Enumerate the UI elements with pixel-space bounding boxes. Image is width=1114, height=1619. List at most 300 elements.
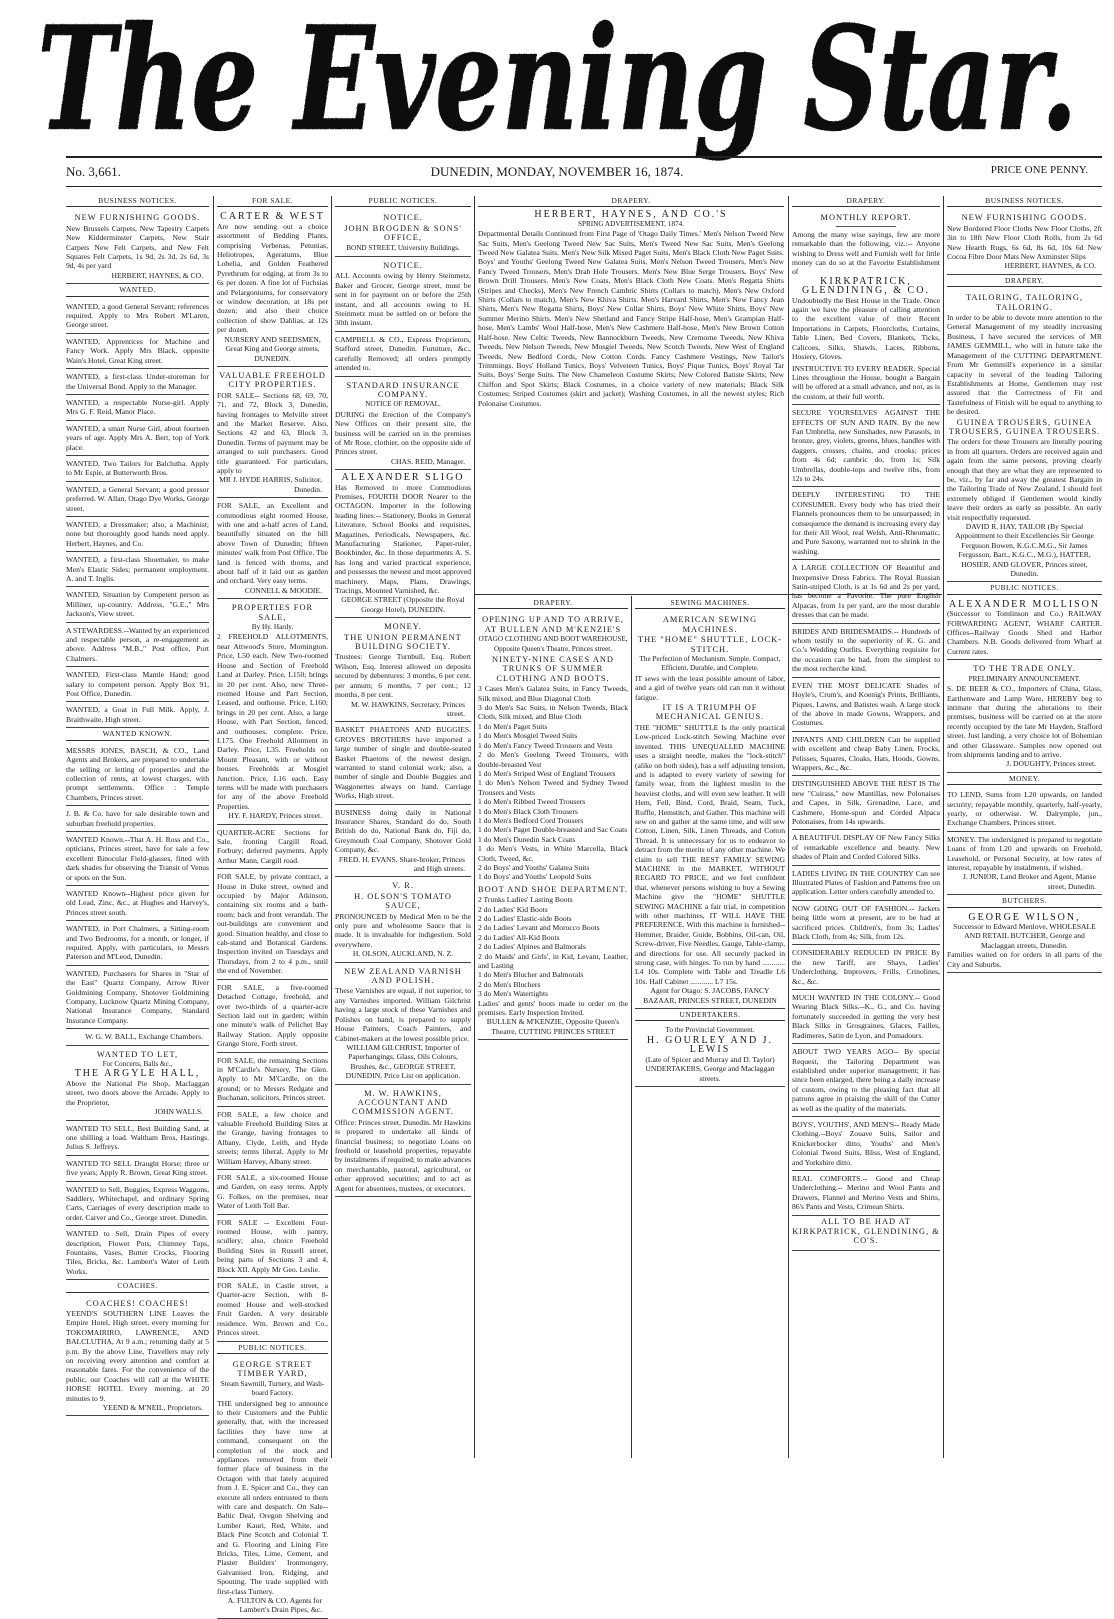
advert-body: BRIDES AND BRIDESMAIDS.-- Hundreds of whom testify to the superiority of K. G. and Co.'s Wedding Outfits. Everything requisite for the occasion can be had, from the simplest to the most recherche kind.: [792, 626, 940, 674]
advert: [66, 668, 209, 702]
wanted-known-list: [66, 744, 209, 1030]
advert-body: THE "HOME" SHUTTLE Is the only practical Low-priced Lock-stitch Sewing Machine ever invented. THIS UNEQUALLED MACHINE uses a straight needle, makes the "lock-stitch" (alike on both sides), has a self adjusting tension, and is adapted to every variety of sewing for family wear, from the lightest muslin to the heaviest cloths, and will even sew leather. It will Hem, Fell, Bind, Cord, Braid, Seam, Tuck, Ruffle, Hemstitch, and Gather. This machine will sew on and gather at the same time, and will sew Cotton, Linen, Silk, Linen Threads, and Cotton Thread. It is unnecessary for us to endeavor to detract from the merits of any other machine. We claim to sell THE BEST FAMILY SEWING MACHINE in the MARKET, WITHOUT REGARD TO PRICE, and we feel confident that, whenever persons wishing to buy a Sewing Machine give the "HOME" SHUTTLE SEWING MACHINE a fair trial, in competition with other machines, IT WILL HAVE THE PREFERENCE. With this machine is furnished--Hemmer, Braider, Guide, Bobbins, Oil-can, Oil, Screw-driver, Five Needles, Gauge, Table-clamp, and directions for use. All securely packed in strong case, with hinges. To run by hand ............ L4 10s. Complete with Table and Treadle L6 10s. Half Cabinet ............ L7 15s.: [635, 722, 785, 986]
advert-body: 1 do Men's Ribbed Tweed Trousers: [478, 797, 586, 807]
list-item: [478, 933, 628, 942]
advert-body: WANTED, First-class Mantle Hand; good salary to competent person. Apply Box 91, Post Office, Dunedin.: [66, 670, 209, 699]
advert-title: TO THE TRADE ONLY.: [973, 664, 1076, 674]
advert: [66, 335, 209, 369]
advert: [335, 723, 471, 804]
advert-title: NOTICE.: [383, 261, 423, 271]
advert-subtitle: OTAGO CLOTHING AND BOOT WAREHOUSE, Opposite Queen's Theatre, Princes street.: [478, 635, 628, 653]
advert-signature: JOHN WALLS.: [154, 1107, 203, 1117]
advert: [66, 744, 209, 806]
advert-body: 2 FREEHOLD ALLOTMENTS, near Attwood's Store, Mornington. Price, L50 each. New Two-roomed House and Section of Freehold Land at Darley. Price, L150; brings in 20 per cent. Also, new Three-roomed House and Part Section, Leased, and outhouse. Price, L160; brings in 20 per cent. Also, a large House, with Part Section, fenced, and outhouses, complete. Price, L175. One Freehold Allotment in Darley. Price, L35. Freeholds on Mount Pleasant, with or without houses. Freeholds at Mosgiel Junction. Price, L16 each. Easy terms will be made with purchasers for any of the above Freehold Properties.: [217, 632, 328, 811]
advert-body: The orders for these Trousers are literally pouring in from all quarters. Orders are received again and again from the same persons, proving clearly enough that they are what they are represented to be, viz., by far and away the greatest Bargain in the Tailoring Trade of New Zealand. I should feel extremely obliged if Gentlemen would kindly leave their orders as early as possible. An early visit respectfully requested.: [947, 437, 1102, 522]
advert: [947, 210, 1102, 274]
list-item: [478, 722, 628, 731]
advert-subtitle: BOND STREET, University Buildings.: [346, 243, 460, 252]
advert: [66, 922, 209, 966]
list-item: [478, 923, 628, 932]
advert-body: 1 do Men's Nelson Tweed and Sydney Tweed Trousers and Vests: [478, 778, 628, 797]
advert: [66, 833, 209, 886]
date-line: DUNEDIN, MONDAY, NOVEMBER 16, 1874.: [430, 164, 684, 179]
advert-body: 1 do Men's Striped West of England Trousers: [478, 768, 616, 778]
advert-body: Above the National Pie Shop, Maclaggan street, two doors above the Arcade. Apply to the Proprietor,: [66, 1078, 209, 1107]
advert-title: THE UNION PERMANENT BUILDING SOCIETY.: [344, 632, 462, 652]
advert-body: ALL Accounts owing by Henry Steinmetz, Baker and Grocer, George street, must be sent in for payment on or before the 25th instant, and all accounts owing to H. Steinmetz must be settled on or before the 30th instant.: [335, 271, 471, 328]
advert-body: WANTED to Sell, Drain Pipes of every description, Flower Pots, Chimney Tops, Fountains, Vases, Butter Crocks, Flooring Tiles, Bricks, &c. Lambert's Water of Leith Works.: [66, 1229, 209, 1276]
advert-title: TAILORING, TAILORING, TAILORING.: [966, 293, 1083, 312]
advert-body: IT sews with the least possible amount of labor, and a girl of twelve years old can run it without fatigue.: [635, 673, 785, 702]
advert-title: AMERICAN SEWING MACHINES.: [662, 615, 758, 634]
advert-title: NOTICE.: [383, 213, 423, 223]
advert-subtitle: For Concerts, Balls &c.,: [102, 1060, 173, 1069]
advert-body: Are now sending out a choice assortment of Bedding Plants, comprising Verbenas, Petunias, Heliotropes, Ageratums, Blue Lobelia, and Golden Feathered Pyrethrum for edging, at from 3s to 6s per dozen. A fine lot of Fuchsias and Pelargoniums, for conservatory or window decoration, at 18s per dozen; and also their choice collection of show Dahlias, at 12s per dozen.: [217, 221, 328, 335]
advert-body: THE undersigned beg to announce to their Customers and the Public generally, that, with the increased facilities they have now at command, consequent on the completion of the stock and appliances removed from their former place of business in the Octagon with that lately acquired from J. E. Spicer and Co., they can execute all orders entrusted to them with care and despatch. On Sale-- Baltic Deal, Oregon Shelving and Lumber Kauri, Red, White, and Black Pine Scotch and Colonial T. and G. Flooring and Lining Fire Bricks, Tiles, Lime, Cement, and Plaster Builders' Ironmongery, Galvanised Iron, Ridging, and Spouting. The trade supplied with first-class Turnery.: [217, 1398, 328, 1596]
advert-body: Departmental Details Continued from First Page of 'Otago Daily Times.' Men's Nelson Tweed New Sac Suits, Men's Geelong Tweed New Sac Suits, Men's Tweed New Sac Suits, Men's Geelong Tweed New Galatea Suits. Men's New Silk Mixed Paget Suits, Men's Black Cloth New Paget Suits. Boys' and Youths' Geelong Tweed New Galatea Suits, Men's Nelson Tweed Trousers, Men's New Fancy Tweed Trousers, Men's Drab Hole Trousers. Men's New Blue Serge Trousers. Boys' New Brown Drill Trousers. Men's New Coats, Men's Black Cloth New Coats. Men's Regatta Shirts (Stripes and Checks), Men's New French Cambric Shirts (Collars to match), Men's New Oxford Shirts (Collars to match), Men's New Khiva Shirts. Men's Harvard Shirts, Men's New Fancy Jean Shirts, Men's New Regatta Shirts, Boys' New Collar Shirts, Boys' New White Shirts, Boys' New Summer Merino Shirts. Men's New Shetland and Fancy Stripe Half-hose, Men's Grampian Half-hose, Men's Lambs' Wool Half-hose, Men's New Cashmere Half-hose, Men's New Brown Cotton Half-hose. New Celtic Tweeds, New Bannockburn Tweeds, New Cremorne Tweeds, New Khiva Tweeds, New Nelson Tweeds, New Mosgiel Tweeds, New Scotch Tweeds, New West of England Tweeds, New Bedford Cords, New Cotton Cords. Fancy Cashmere Vestings, New Tailor's Trimmings. Boys' Holland Tunics, Boys' Velveteen Tunics, Boys' Pique Tunics, Boys' Royal Tar Suits, Boys' Serge Suits. The New Chameleon Costume Skirts; New Colored Batiste Skirts; New Chiffon and Spot Skirts; Black Costumes, in a choice variety of new materials; Black Silk Costumes; Striped Costumes (skirt and jacket); Washing Costumes, in all the newest styles; Rich Polonaise Costumes.: [478, 229, 784, 408]
advert-body: WANTED, Apprentices for Machine and Fancy Work. Apply Mrs Black, opposite Wain's Hotel, Great King street.: [66, 336, 209, 365]
advert-body: WANTED, a good General Servant; references required. Apply to Mrs Robert M'Laren, George street.: [66, 301, 209, 330]
advert-body: WANTED to Sell, Buggies, Express Waggons, Saddlery, Whitechapel, and ordinary Spring Carts, Carriages of every description made to order. Carver and Co., George street. Dunedin.: [66, 1184, 209, 1222]
advert: [66, 1183, 209, 1227]
advert-title: NEW ZEALAND VARNISH AND POLISH.: [344, 966, 462, 986]
advert-title: OPENING UP AND TO ARRIVE, AT BULLEN AND M'KENZIE'S: [482, 615, 624, 634]
list-item: [478, 895, 628, 904]
advert-body: WANTED Known.--That A. H. Ross and Co., opticians, Princes street, have for sale a few excellent Binocular Field-glasses, fitted with dark shades for observing the Transit of Venus or spots on the Sun.: [66, 834, 209, 882]
advert: [335, 1086, 471, 1197]
advert-body: 3 do Men's Sac Suits, in Nelson Tweeds, Black Cloth, Silk mixed, and Blue Cloth: [478, 703, 628, 722]
advert: [792, 561, 940, 623]
advert-body: WANTED, a respectable Nurse-girl. Apply Mrs G. F. Reid, Manor Place.: [66, 397, 209, 417]
advert-body: 2 do Ladies' Levant and Morocco Boots: [478, 923, 600, 933]
section-heading: DRAPERY.: [478, 196, 784, 207]
advert-body: BOYS', YOUTHS', AND MEN'S-- Ready Made Clothing.--Boys' Zouave Suits, Sailor and Knickerbocker ditto, Youths' and Men's Colonial Tweed Suits, Bliss, West of England, and Yorkshire ditto.: [792, 1119, 940, 1167]
advert-body: 2 do Ladies' Kid Boots: [478, 904, 548, 914]
for-sale-list: [217, 826, 328, 1342]
advert: [66, 1030, 209, 1045]
advert-subtitle: By Hy. Hardy.: [251, 623, 294, 632]
advert-title: NINETY-NINE CASES AND TRUNKS OF SUMMER CLOTHING AND BOOTS.: [492, 655, 614, 683]
advert: [335, 964, 471, 1085]
advert: [66, 1227, 209, 1280]
advert-body: EVEN THE MOST DELICATE Shades of Hoyle's, Crum's, and Koenig's Prints, Brilliants, Piques, Lawns, and Batistes wash. A large stock of the above in made Gowns, Wrappers, and Costumes.: [792, 680, 940, 728]
advert-body: WANTED, a first-class Shoemaker, to make Men's Elastic Sides; permanent employment. A. and T. Inglis.: [66, 555, 209, 583]
advert: [217, 499, 328, 599]
advert-title: VALUABLE FREEHOLD CITY PROPERTIES.: [219, 370, 326, 390]
advert-body: DURING the Erection of the Company's New Offices on their present site, the business will be carried on in the premises of Mr Rose, clothier, on the opposite side of Princes street.: [335, 409, 471, 457]
section-heading: DRAPERY.: [947, 276, 1102, 287]
advert-body: WANTED, a Goat in Full Milk. Apply, J. Braithwaite, High street.: [66, 705, 209, 724]
advert-body: Undoubtedly the Best House in the Trade. Once again we have the pleasure of calling attention to the excellent value of their Recent Importations in Carpets, Floorcloths, Curtains, Table Linen, Bed Covers, Blankets, Ticks, Calicoes, Silks, Shawls, Laces, Ribbons, Hosiery, Gloves.: [792, 295, 940, 362]
advert: [217, 1216, 328, 1278]
advert-subtitle: NOTICE OF REMOVAL.: [365, 400, 441, 409]
advert: [947, 833, 1102, 895]
advert-body: FOR SALE, by private contract, a House in Duke street, owned and occupied by Major Atkinson, containing six rooms and a bath-room; back and front verandah. The out-buildings are convenient and good. Situation healthy, and close to cab-stand and Botanical Gardens. Inspection invited on Tuesdays and Thursdays, from 2 to 4 p.m., until the end of November.: [217, 872, 328, 976]
advert-body: YEEND'S SOUTHERN LINE Leaves the Empire Hotel, High street, every morning for TOKOMAIRIRO, LAWRENCE, AND BALCLUTHA, At 9 a.m.; returning daily at 5 p.m. By the above Line, Travellers may rely on receiving every attention and comfort at reasonable fares. For the convenience of the public, our Coaches will call at the WHITE HORSE HOTEL Every morning, at 20 minutes to 9.: [66, 1309, 209, 1403]
advert-body: 1 do Men's Dunedin Sack Coats: [478, 834, 576, 844]
advert: [792, 1045, 940, 1117]
advert-body: 1 do Men's Paget Double-breasted and Sac Coats: [478, 825, 628, 835]
advert: [217, 1171, 328, 1215]
advert-body: 2 do Maids' and Girls', in Kid, Levant, Leather, and Lasting: [478, 951, 628, 971]
advert: [66, 300, 209, 334]
list-item: [478, 807, 628, 816]
advert: [335, 878, 471, 962]
advert: [217, 368, 328, 498]
advert: [217, 1279, 328, 1341]
advert-title: NEW FURNISHING GOODS.: [961, 213, 1088, 223]
newspaper-columns: [66, 196, 1102, 1615]
advert: [66, 807, 209, 832]
list-item: [478, 844, 628, 863]
advert-title: CARTER & WEST: [220, 211, 325, 223]
advert: [217, 870, 328, 979]
advert-subtitle: The Perfection of Mechanism. Simple, Compact, Efficient, Durable, and Complete.: [639, 655, 781, 673]
list-item: [478, 989, 628, 998]
advert: [792, 733, 940, 777]
list-item: [478, 835, 628, 844]
list-item: [478, 797, 628, 806]
advert-body: ABOUT TWO YEARS AGO-- By special Request, the Tailoring Department was established under superior management; it has since been enlarged, there being a daily increase of custom, owing to the pleasing fact that all patrons agree in praising the skill of the Cutter as well as the quality of the materials.: [792, 1047, 940, 1113]
advert-body: Has Removed to more Commodious Premises, FOURTH DOOR Nearer to the OCTAGON. Importer in the following leading lines:-- Stationery, Books in General Literature, School Books and requisites, Magazines, Periodicals, Newspapers, &c. Manufacturing Stationer, Paper-ruler, Bookbinder, &c. In those departments A. S. has long and varied practical experience, and possesses the newest and most approved machinery. Maps, Plans, Drawings, Tracings, Mounted Varnished, &c.: [335, 482, 471, 596]
advert: [66, 518, 209, 552]
advert-signature: A. FULTON & CO. Agents for Lambert's Drain Pipes, &c.: [227, 1596, 322, 1615]
advert-title: HERBERT, HAYNES, AND CO.'S: [534, 209, 728, 221]
advert-title: WANTED TO LET,: [96, 1049, 179, 1059]
advert: [66, 457, 209, 482]
advert-body: 3 Cases Men's Galatea Suits, in Fancy Tweeds, Silk mixed, and Blue Diagonal Cloth: [478, 684, 628, 703]
advert-title: THE ARGYLE HALL,: [74, 1068, 201, 1080]
section-heading: DRAPERY.: [478, 598, 628, 609]
to-sell-list: [66, 1122, 209, 1281]
advert-body: TO LEND, Sums from L20 upwards, on landed security; repayable monthly, quarterly, half-yearly, yearly, or otherwise. W. Dalrymple, jun., Exchange Chambers, Princes street.: [947, 790, 1102, 828]
advert-body: MESSRS JONES, BASCH, & CO., Land Agents and Brokers, are prepared to undertake the selling or letting of properties and the collection of rents, at lowest charges, with prompt settlements. Office : Temple Chambers, Princes street.: [66, 745, 209, 802]
column-3: [335, 196, 471, 1458]
advert: [217, 1054, 328, 1107]
advert: [217, 1108, 328, 1170]
advert-body: A LARGE COLLECTION OF Beautiful and Inexpensive Dress Fabrics. The Royal Russian Satin-striped Cloth, is at 1s 6d and 2s per yard, has become a Favorite. The pure English Alpacas, from 1s per yard, are the most durable dresses that can be made.: [792, 563, 940, 620]
list-item: [478, 863, 628, 872]
advert-body: WANTED TO SELL, Best Building Sand, at one shilling a load. Waltham Bros, Hastings. Julius S. Jeffreys.: [66, 1123, 209, 1152]
column-1: [66, 196, 209, 1458]
advert-body: CONSIDERABLY REDUCED IN PRICE By the new Tariff, are Shays, Ladies' Underclothing, Improvers, Frills, Crinolines, &c., &c.: [792, 948, 940, 986]
advert: [335, 806, 471, 878]
section-heading: WANTED KNOWN.: [66, 729, 209, 740]
list-item: [478, 970, 628, 979]
advert: [66, 624, 209, 668]
advert-body: New Bordered Floor Cloths New Floor Cloths, 2ft 3in to 18ft New Floor Cloth Rolls, from 2s 6d New Hearth Rugs, 6s 6d, 8s 6d, 10s 6d New Cocoa Fibre Door Mats New Axminster Slips: [947, 223, 1102, 262]
price-label: PRICE ONE PENNY.: [990, 164, 1088, 176]
list-item: [478, 684, 628, 703]
advert-title: ALEXANDER MOLLISON: [948, 598, 1101, 610]
list-item: [478, 816, 628, 825]
advert: [217, 1357, 328, 1619]
column-2: [217, 196, 328, 1615]
advert-body: Among the many wise sayings, few are more remarkable than the following, viz.:-- Anyone wishing to Dress well and Furnish well for little money can do so at the Favorite Establishment of: [792, 229, 940, 277]
section-heading: WANTED.: [66, 285, 209, 296]
advert-body: DISTINGUISHED ABOVE THE REST IS The new "Cuirass," new Mantillas, new Polonaises and Capes, in Silk, Grenadine, Lace, and Cashmere, Home-spun and Corded Alpaca Polonaises, from 14s upwards.: [792, 779, 940, 826]
advert: [66, 1047, 209, 1121]
list-item: [478, 741, 628, 750]
advert-body: SECURE YOURSELVES AGAINST THE EFFECTS OF SUN AND RAIN. By the new Fan Umbrella, new Sunshades, new Parasols, in bronze, grey, violets, greens, blues, handles with daggers, crosses, chains, and crooks; prices from 4s 6d; cambric do, from 1s; Silk Umbrellas, double-tops and twelve ribs, from 12s to 24s.: [792, 408, 940, 483]
advert-signature: HERBERT, HAYNES, & CO.: [1004, 261, 1096, 271]
advert-body: REAL COMFORTS.-- Good and Cheap Underclothing.-- Merino and Wool Pants and Drawers, Flannel and Merino Vests and Shirts, 86's Pants and Vests, Crimean Shirts.: [792, 1173, 940, 1212]
department-list: [792, 362, 940, 1216]
advert-body: QUARTER-ACRE Sections for Sale, fronting Cargill Road, Forbury; deferred payments. Apply Arthur Mann, Cargill road.: [217, 827, 328, 865]
list-item: [478, 952, 628, 971]
advert-body: WANTED, a first-class Under-storeman for the Universal Bond. Apply to the Manager.: [66, 372, 209, 391]
advert-signature: GEORGE STREET (Opposite the Royal George Hotel), DUNEDIN.: [341, 595, 465, 614]
list-item: [478, 750, 628, 769]
advert: [792, 831, 940, 865]
advert-body: 2 do Ladies' Elastic-side Boots: [478, 914, 572, 923]
masthead-text: The Evening Star.: [37, 0, 1077, 162]
advert-body: WANTED, Purchasers for Shares in "Star of the East" Quartz Company, Arrow River Goldmining Company, Shotover Goldmining Company, Lucknow Quartz Mining Company, National Insurance Company, Standard Insurance Company.: [66, 968, 209, 1025]
advert-signature: CONNELL & MOODIE.: [244, 585, 322, 595]
advert-title: V. R.: [392, 881, 414, 891]
advert-body: 1 do Men's Bedford Cord Trousers: [478, 815, 584, 825]
advert-body: LADIES LIVING IN THE COUNTRY Can see Illustrated Plates of Fashion and Patterns free on application. Letter orders carefully attended to.: [792, 868, 940, 897]
advert-signature: CHAS. REID, Manager.: [390, 456, 465, 466]
advert: [792, 902, 940, 946]
advert-body: 2 do Men's Geelong Tweed Trousers, with double-breasted Vest: [478, 750, 628, 769]
advert-title: KIRKPATRICK, GLENDINING, & CO.: [802, 275, 930, 297]
advert-body: Families waited on for orders in all parts of the City and Suburbs.: [947, 950, 1102, 969]
advert-body: 2 do Men's Bluchers: [478, 979, 541, 989]
advert-title: GUINEA TROUSERS, GUINEA TROUSERS, GUINEA TROUSERS.: [948, 417, 1101, 436]
advert: [792, 946, 940, 990]
advert: [66, 588, 209, 622]
advert: [478, 612, 628, 1040]
advert: [792, 777, 940, 830]
advert-body: FOR SALE, an Excellent and commodious eight roomed House, with one and a-half acres of Land, beautifully situated on the hill above Town of Dunedin; fifteen minutes' walk from Post Office. The land is fenced with thorns, and about half of it laid out as garden and orchard. Very easy terms.: [217, 501, 328, 586]
advert-title: GEORGE WILSON,: [968, 911, 1081, 923]
advert-body: MONEY. The undersigned is prepared to negotiate Loans of from L20 and upwards on Freehold, Leasehold, or Personal Security, at low rates of interest, repayable by instalments, if wished.: [947, 834, 1102, 872]
advert-body: 3 do Men's Watertights: [478, 989, 549, 999]
advert-title: IT IS A TRIUMPH OF MECHANICAL GENIUS.: [655, 703, 765, 722]
advert-body: Ladies' and gents' boots made to order on the premises. Early Inspection Invited.: [478, 998, 628, 1018]
advert: [66, 370, 209, 395]
list-item: [478, 980, 628, 989]
list-item: [478, 731, 628, 740]
advert-signature: J. DOUGHTY, Princes street.: [1006, 759, 1096, 769]
advert-title: GEORGE STREET TIMBER YARD,: [232, 1359, 313, 1379]
advert-signature: H. OLSON, AUCKLAND, N. Z.: [352, 949, 454, 959]
advert-body: DEEPLY INTERESTING TO THE CONSUMER. Every body who has tried their Flannels pronounces them to be unsurpassed; in consequence the demand is increasing every day for their All Wool, real Welsh, Anti-Rheumatic, and Pure Saxony, warranted not to shrink in the washing.: [792, 490, 940, 556]
boots-list: [478, 895, 628, 998]
advert-title: THE "HOME" SHUTTLE, LOCK-STITCH.: [638, 635, 782, 654]
advert-signature: HERBERT, HAYNES, & CO.: [111, 270, 203, 280]
section-heading: PUBLIC NOTICES.: [335, 196, 471, 207]
column-6: [792, 196, 940, 1458]
advert-signature: BULLEN & M'KENZIE, Opposite Queen's Theatre, CUTTING PRINCES STREET: [486, 1017, 620, 1036]
section-heading: COACHES.: [66, 1281, 209, 1292]
section-heading: MONEY.: [947, 774, 1102, 785]
list-item: [478, 825, 628, 834]
advert: [335, 619, 471, 722]
section-heading: BUTCHERS.: [947, 896, 1102, 907]
advert-body: INSTRUCTIVE TO EVERY READER. Special Lines throughout the House, bought a Bargain will be offered at a small advance, and not, as is the custom, at their full worth.: [792, 363, 940, 401]
column-7: [947, 196, 1102, 1458]
list-item: [478, 872, 628, 881]
advert-body: FOR SALE -- Excellent Four-roomed House, with pantry, scullery; also, choice Freehold Building Sites in Russell street, being parts of Sections 3 and 4, Block XII. Apply Mr Geo. Leslie.: [217, 1217, 328, 1274]
advert-body: WANTED, Situation by Competent person as Milliner, up-country. Address, "G.E.," Mrs Jackson's, View street.: [66, 590, 209, 619]
advert-title: MONTHLY REPORT.: [820, 213, 912, 223]
section-heading: DRAPERY.: [792, 196, 940, 207]
advert-subtitle: PRELIMINARY ANNOUNCEMENT.: [968, 674, 1081, 683]
advert-title: H. OLSON'S TOMATO SAUCE,: [354, 891, 452, 911]
advert-signature: NURSERY AND SEEDSMEN, Great King and George streets, DUNEDIN.: [224, 334, 321, 363]
advert-body: MUCH WANTED IN THE COLONY.-- Good Wearing Black Silks.--K., G., and Co. having fortunately succeeded in getting the very best Black Silks in Grosgraines, Glaces, Failles, Radimeres, Satin de Lyon, and Pomadours.: [792, 993, 940, 1040]
advert-body: FOR SALE, the remaining Sections in M'Cardle's Nursery, The Glen. Apply to Mr M'Cardle, on the ground; or to Messrs Redgate and Buchanan, solicitors, Princes street.: [217, 1055, 328, 1103]
advert-body: 2 do Boys' and Youths' Galatea Suits: [478, 862, 590, 872]
section-heading: FOR SALE.: [217, 196, 328, 207]
advert-body: BASKET PHAETONS AND BUGGIES. GROVES BROTHERS have imported a large number of single and double-seated Basket Phaetons of the newest design, warranted to stand colonial work; also, a number of single and Double Buggies and Waggonettes always on hand. Carriage Works, High street.: [335, 725, 471, 801]
advert-body: 2 do Ladies' Alpines and Balmorals: [478, 942, 586, 952]
section-heading: UNDERTAKERS.: [635, 1010, 785, 1021]
section-heading: PUBLIC NOTICES.: [947, 583, 1102, 594]
advert: [792, 679, 940, 732]
advert-signature: WILLIAM GILCHRIST, Importer of Paperhangings, Glass, Oils Colours, Brushes, &c., GEORGE STREET, DUNEDIN. Price List on application.: [345, 1042, 461, 1081]
advert: [66, 1296, 209, 1417]
advert: [66, 1122, 209, 1156]
advert-title: JOHN BROGDEN & SONS' OFFICE,: [344, 223, 462, 243]
advert: [792, 991, 940, 1044]
advert-body: 2 Trunks Ladies' Lasting Boots: [478, 895, 573, 905]
advert-title: ALL TO BE HAD AT: [821, 1216, 911, 1226]
advert: [635, 1024, 785, 1086]
advert-body: 1 do Men's Mosgiel Tweed Suits: [478, 731, 578, 741]
advert-body: PRONOUNCED by Medical Men to be the only pure and wholesome Sauce that is made. It is invaluable for indigestion. Sold everywhere.: [335, 911, 471, 949]
section-heading: PUBLIC NOTICES.: [217, 1343, 328, 1354]
advert-body: WANTED Known--Highest price given for old Lead, Zinc, &c., at Hughes and Harvey's, Princes street south.: [66, 888, 209, 917]
advert-signature: J. JUNIOR, Land Broker and Agent, Manse street, Dunedin.: [962, 872, 1096, 891]
advert-body: 1 do Men's Blucher and Balmorals: [478, 970, 584, 980]
advert-body: 1 do Men's Fancy Tweed Trousers and Vests: [478, 740, 613, 750]
wanted-list: [66, 300, 209, 729]
advert: [66, 1157, 209, 1182]
advert-body: (Late of Spicer and Murray and D. Taylor) UNDERTAKERS, George and Maclaggan streets.: [645, 1054, 775, 1083]
advert-body: Trustees: George Turnbull, Esq. Robert Wilson, Esq. Interest allowed on deposits secured by debentures: 3 months, 6 per cent. per annum; 6 months, 7 per cent.; 12 months, 8 per cent.: [335, 652, 471, 700]
advert-body: J. B. & Co. have for sale desirable town and suburban freehold properties.: [66, 809, 209, 828]
advert: [792, 406, 940, 487]
advert-body: 1 do Men's Black Cloth Trousers: [478, 806, 578, 816]
advert: [66, 210, 209, 284]
advert-subtitle: Steam Sawmill, Turnery, and Wash-board Factory.: [220, 1379, 325, 1398]
advert: [792, 867, 940, 901]
advert-body: NOW GOING OUT OF FASHION.-- Jackets being little worn at present, are to be had at sacrificed prices. Children's, from 3s; Ladies' Black Cloth, from 4s; Silk, from 12s.: [792, 903, 940, 942]
advert-subtitle: SPRING ADVERTISEMENT, 1874.: [577, 219, 685, 228]
advert-body: INFANTS AND CHILDREN Can be supplied with excellent and cheap Baby Linen, Frocks, Pelisses, Squares, Cloaks, Hats, Hoods, Gowns, Wrappers, &c., &c.: [792, 734, 940, 772]
advert: [635, 612, 785, 1009]
advert-body: FOR SALE, in Castle street, a Quarter-acre Section, with 8-roomed House and well-stocked Fruit Garden. A very desirable residence. Wm. Brown and Co., Princes street.: [217, 1281, 328, 1338]
advert-subtitle: Successor to Edward Menlove, WHOLESALE AND RETAIL BUTCHER, George and Maclaggan streets, Dunedin.: [953, 922, 1096, 950]
advert: [792, 362, 940, 406]
list-item: [478, 778, 628, 797]
advert-title: NEW FURNISHING GOODS.: [74, 213, 201, 223]
advert-body: CAMPBELL & CO., Express Proprietors, Stafford street, Dunedin. Furniture, &c., carefully Removed; all orders promptly attended to.: [335, 334, 471, 373]
advert-body: These Varnishes are equal, if not superior, to any Varnishes imported. William Gilchrist having a large stock of these Varnishes and Polishes on hand, is prepared to supply House Painters, Coach Painters, and Cabinet-makers at the lowest possible price.: [335, 986, 471, 1043]
advert-signature: YEEND & M'NEIL, Proprietors.: [102, 1403, 203, 1413]
section-heading: SEWING MACHINES.: [635, 598, 785, 609]
advert: [66, 396, 209, 421]
advert-signature: KIRKPATRICK, GLENDINING, & CO'S.: [792, 1227, 940, 1246]
list-item: [478, 942, 628, 951]
advert-body: 1 do Men's Vests, in White Marcella, Black Cloth, Tweed, &c.: [478, 844, 628, 863]
advert-body: A BEAUTIFUL DISPLAY OF New Fancy Silks of remarkable excellence and beauty. New shades of Plain and Corded Colored Silks.: [792, 833, 940, 862]
advert-body: 2 do Ladies' All-Kid Boots: [478, 932, 560, 942]
advert-body: (Successor to Tomlinson and Co.) RAILWAY FORWARDING AGENT, WHARF CARTER. Offices--Railway Goods Shed and Harbor Chambers. N.B. Goods delivered from Wharf at Current rates.: [947, 609, 1102, 656]
advert-body: 1 do Men's Paget Suits: [478, 721, 548, 731]
column-4-top: [478, 196, 784, 592]
advert-title: PROPERTIES FOR SALE,: [231, 603, 314, 622]
advert: [792, 625, 940, 678]
advert-title: M. W. HAWKINS, ACCOUNTANT AND COMMISSION AGENT.: [352, 1088, 454, 1117]
advert: [335, 333, 471, 377]
advert: [947, 661, 1102, 772]
list-item: [478, 769, 628, 778]
advert-body: FOR SALE, a six-roomed House and Garden, on easy terms. Apply G. Folkes, on the premises, near Water of Leith Toll Bar.: [217, 1173, 328, 1211]
advert: [66, 422, 209, 456]
advert-body: S. DE BEER & CO., Importers of China, Glass, Earthenware and Lamp Ware, HEREBY beg to intimate that during the alterations to their premises, business will be carried on at the store recently occupied by the late Mr Hayden, Stafford street. Just landing, a very choice lot of Bohemian and other Glassware. Samples now opened out from shipments landing and to arrive.: [947, 684, 1102, 759]
advert-signature: DAVID R. HAY, TAILOR (By Special Appointment to their Excellencies Sir George Ferguson Bowen, K.G.C.M.G., Sir James Fergusson, Bart., K.G.C., M.G.), HATTER, HOSIER, AND GLOVER, Princes street, Dunedin.: [955, 522, 1094, 579]
advert-title: ALEXANDER SLIGO: [341, 472, 465, 484]
advert: [217, 210, 328, 367]
advert-subtitle: To the Provincial Government.: [665, 1026, 755, 1035]
list-item: [478, 905, 628, 914]
section-heading: BUSINESS NOTICES.: [947, 196, 1102, 207]
advert-signature: MR J. HYDE HARRIS, Solicitor, Dunedin.: [219, 475, 322, 494]
advert: [335, 471, 471, 618]
advert-signature: W. G. W. BALL, Exchange Chambers.: [85, 1032, 203, 1042]
advert-body: WANTED TO SELL Draught Horse; three or five years; Apply R. Brown, Great King street.: [66, 1158, 209, 1178]
issue-number: No. 3,661.: [66, 164, 121, 179]
advert: [792, 1118, 940, 1171]
advert: [66, 483, 209, 517]
column-5-bottom: [635, 598, 785, 1458]
advert-signature: Agent for Otago: S. JACOBS, FANCY BAZAAR, PRINCES STREET, DUNEDIN: [643, 986, 777, 1005]
advert: [217, 826, 328, 870]
advert: [947, 911, 1102, 973]
advert-body: WANTED, a Dressmaker; also, a Machinist; none but thoroughly good hands need apply. Herbert, Haynes, and Co.: [66, 519, 209, 548]
advert: [217, 981, 328, 1053]
advert-body: Office: Princes street, Dunedin. Mr Hawkins is prepared to undertake all kinds of financial business; to negotiate Loans on freehold or leasehold properties, repayable by instalments if required; to make advances on merchantable, pastoral, agricultural, or other approved securities; and to act as Agent for absentees, trustees, or executors.: [335, 1117, 471, 1193]
advert-body: WANTED, in Port Chalmers, a Sitting-room and Two Bedrooms, for a month, or longer, if required. Apply, with particulars, to Messrs Paterson and M'Leod, Dunedin.: [66, 924, 209, 962]
advert: [66, 967, 209, 1029]
advert: [66, 887, 209, 921]
advert-signature: M. W. HAWKINS, Secretary, Princes street.: [350, 699, 465, 718]
advert: [335, 258, 471, 332]
list-item: [478, 914, 628, 923]
advert: [947, 598, 1102, 660]
advert-title: STANDARD INSURANCE COMPANY.: [346, 380, 460, 399]
advert-title: H. GOURLEY AND J. LEWIS: [646, 1034, 774, 1056]
advert-title: MONEY.: [384, 622, 422, 632]
advert-title: BOOT AND SHOE DEPARTMENT.: [478, 884, 628, 894]
masthead-title: [0, 0, 1114, 162]
advert-signature: FRED. H. EVANS, Share-broker, Princes and High streets.: [338, 854, 465, 873]
advert: [335, 378, 471, 471]
dateline-bar: [0, 162, 1114, 184]
advert-body: In order to be able to devote more attention to the General Management of my steadily increasing Business, I have secured the services of MR JAMES GEMMILL, who will in future take the Management of the CUTTING DEPARTMENT. From Mr Gemmill's experience in a similar capacity in several of the leading Tailoring Establishments at Home, Gentlemen may rest assured that the Correctness of Fit and Tastefulness of Finish will be equal to anything to be desired.: [947, 313, 1102, 417]
advert: [947, 290, 1102, 582]
advert-body: FOR SALE, a five-roomed Detached Cottage, freehold, and over two-thirds of a quarter-acre Section laid out in garden; within one minute's walk of Pelichet Bay Railway Station. Apply opposite Grange Store, Forth street.: [217, 982, 328, 1049]
advert-body: WANTED, Two Tailors for Balclutha. Apply to Mr Espie, at Butterworth Bros.: [66, 458, 209, 478]
advert: [66, 553, 209, 587]
stock-list: [478, 684, 628, 882]
advert-body: WANTED, a smart Nurse Girl, about fourteen years of age. Apply Mrs A. Bert, top of York place.: [66, 423, 209, 452]
list-item: [478, 703, 628, 722]
